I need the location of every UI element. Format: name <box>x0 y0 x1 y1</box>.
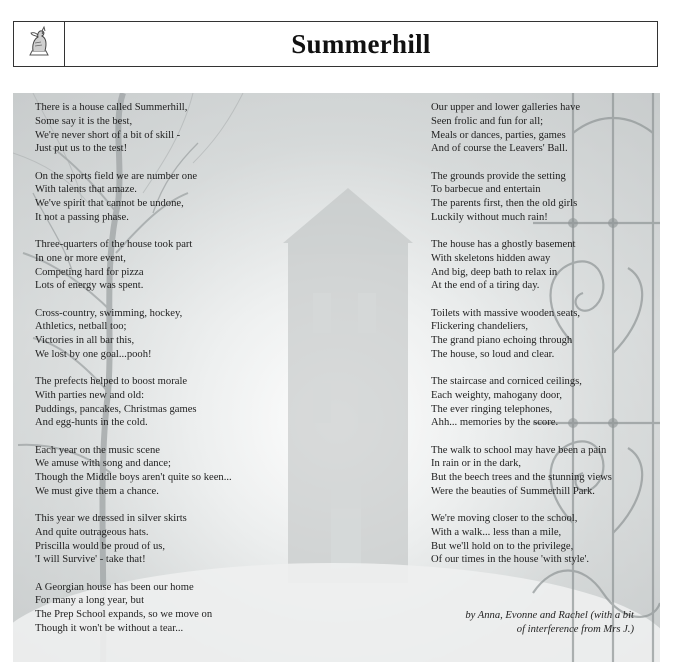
poem-line: And big, deep bath to relax in <box>431 266 558 278</box>
poem-line: The ever ringing telephones, <box>431 403 553 415</box>
attribution <box>405 609 634 636</box>
poem-stanza <box>35 581 285 636</box>
poem-line: There is a house called Summerhill, <box>35 102 188 113</box>
attribution-line: of interference from Mrs J.) <box>516 623 634 635</box>
poem-line: With talents that amaze. <box>35 184 137 196</box>
poem-line: We've spirit that cannot be undone, <box>35 198 184 209</box>
poem-line: The Prep School expands, so we move on <box>35 609 213 620</box>
poem-line: The prefects helped to boost morale <box>35 376 188 387</box>
poem-line: A Georgian house has been our home <box>35 581 194 593</box>
poem-line: With skeletons hidden away <box>431 252 551 264</box>
poem-line: The parents first, then the old girls <box>431 198 578 209</box>
house-crest-icon <box>24 25 54 64</box>
poem-line: Meals or dances, parties, games <box>431 129 566 141</box>
poem-line: We must give them a chance. <box>35 485 159 497</box>
poem-right-column <box>431 101 646 581</box>
crest-cell <box>14 22 65 66</box>
poem-stanza <box>431 101 646 156</box>
poem-line: Each weighty, mahogany door, <box>431 389 562 401</box>
poem-line: In rain or in the dark, <box>431 458 522 470</box>
poem-stanza <box>35 375 285 430</box>
poem-stanza <box>35 512 285 567</box>
poem-line: Some say it is the best, <box>35 115 133 127</box>
poem-line: Puddings, pancakes, Christmas games <box>35 403 197 415</box>
poem-stanza <box>431 238 646 293</box>
poem-line: And of course the Leavers' Ball. <box>431 143 568 155</box>
poem-line: Just put us to the test! <box>35 143 128 155</box>
poem-line: But the beech trees and the stunning views <box>431 472 612 483</box>
poem-stanza <box>431 512 646 567</box>
poem-line: Flickering chandeliers, <box>431 321 529 333</box>
poem-left-column <box>35 101 285 649</box>
poem-line: But we'll hold on to the privilege, <box>431 540 574 552</box>
poem-stanza <box>35 444 285 499</box>
poem-line: Priscilla would be proud of us, <box>35 540 166 552</box>
poem-line: The house, so loud and clear. <box>431 348 555 360</box>
poem-line: At the end of a tiring day. <box>431 280 540 292</box>
title-banner <box>13 21 658 67</box>
poem-line: With a walk... less than a mile, <box>431 526 562 538</box>
poem-line: Each year on the music scene <box>35 444 161 456</box>
poem-line: With parties new and old: <box>35 389 145 401</box>
poem-line: Though the Middle boys aren't quite so keen... <box>35 472 232 483</box>
poem-line: Cross-country, swimming, hockey, <box>35 307 183 319</box>
poem-line: And quite outrageous hats. <box>35 526 149 538</box>
poem-stanza <box>431 375 646 430</box>
poem-stanza <box>431 307 646 362</box>
attribution-line: by Anna, Evonne and Rachel (with a bit <box>465 610 634 621</box>
poem-line: We're moving closer to the school, <box>431 513 578 524</box>
poem-line: Our upper and lower galleries have <box>431 102 581 113</box>
poem-line: The walk to school may have been a pain <box>431 444 607 456</box>
poem-line: Ahh... memories by the score. <box>431 417 559 429</box>
poem-line: To barbecue and entertain <box>431 184 541 196</box>
poem-stanza <box>35 170 285 225</box>
poem-line: This year we dressed in silver skirts <box>35 513 187 524</box>
poem-line: Three-quarters of the house took part <box>35 239 193 250</box>
poem-line: The staircase and corniced ceilings, <box>431 376 582 387</box>
poem-line: Were the beauties of Summerhill Park. <box>431 485 595 497</box>
poem-stanza <box>431 170 646 225</box>
poem-line: Lots of energy was spent. <box>35 280 144 292</box>
poem-line: In one or more event, <box>35 252 126 264</box>
poem-line: Seen frolic and fun for all; <box>431 115 544 127</box>
poem-line: Victories in all bar this, <box>35 335 135 346</box>
poem-stanza <box>35 238 285 293</box>
poem-line: Toilets with massive wooden seats, <box>431 307 581 319</box>
poem-line: We're never short of a bit of skill - <box>35 129 181 141</box>
poem-line: We lost by one goal...pooh! <box>35 348 152 360</box>
poem-line: And egg-hunts in the cold. <box>35 417 148 429</box>
poem-stanza <box>35 307 285 362</box>
poem-stanza <box>431 444 646 499</box>
poem-line: Luckily without much rain! <box>431 211 548 223</box>
poem-line: 'I will Survive' - take that! <box>35 554 146 566</box>
poem-line: For many a long year, but <box>35 595 145 607</box>
poem-line: Of our times in the house 'with style'. <box>431 554 589 566</box>
poem-line: The grand piano echoing through <box>431 335 573 346</box>
poem-line: On the sports field we are number one <box>35 170 198 182</box>
poem-line: It not a passing phase. <box>35 211 129 223</box>
poem-line: The house has a ghostly basement <box>431 239 576 250</box>
page-title: Summerhill <box>291 28 431 59</box>
poem-line: The grounds provide the setting <box>431 170 566 182</box>
poem-line: Competing hard for pizza <box>35 266 144 278</box>
poem-line: Athletics, netball too; <box>35 321 127 333</box>
poem-line: Though it won't be without a tear... <box>35 622 184 634</box>
poem-line: We amuse with song and dance; <box>35 458 171 470</box>
poem-stanza <box>35 101 285 156</box>
